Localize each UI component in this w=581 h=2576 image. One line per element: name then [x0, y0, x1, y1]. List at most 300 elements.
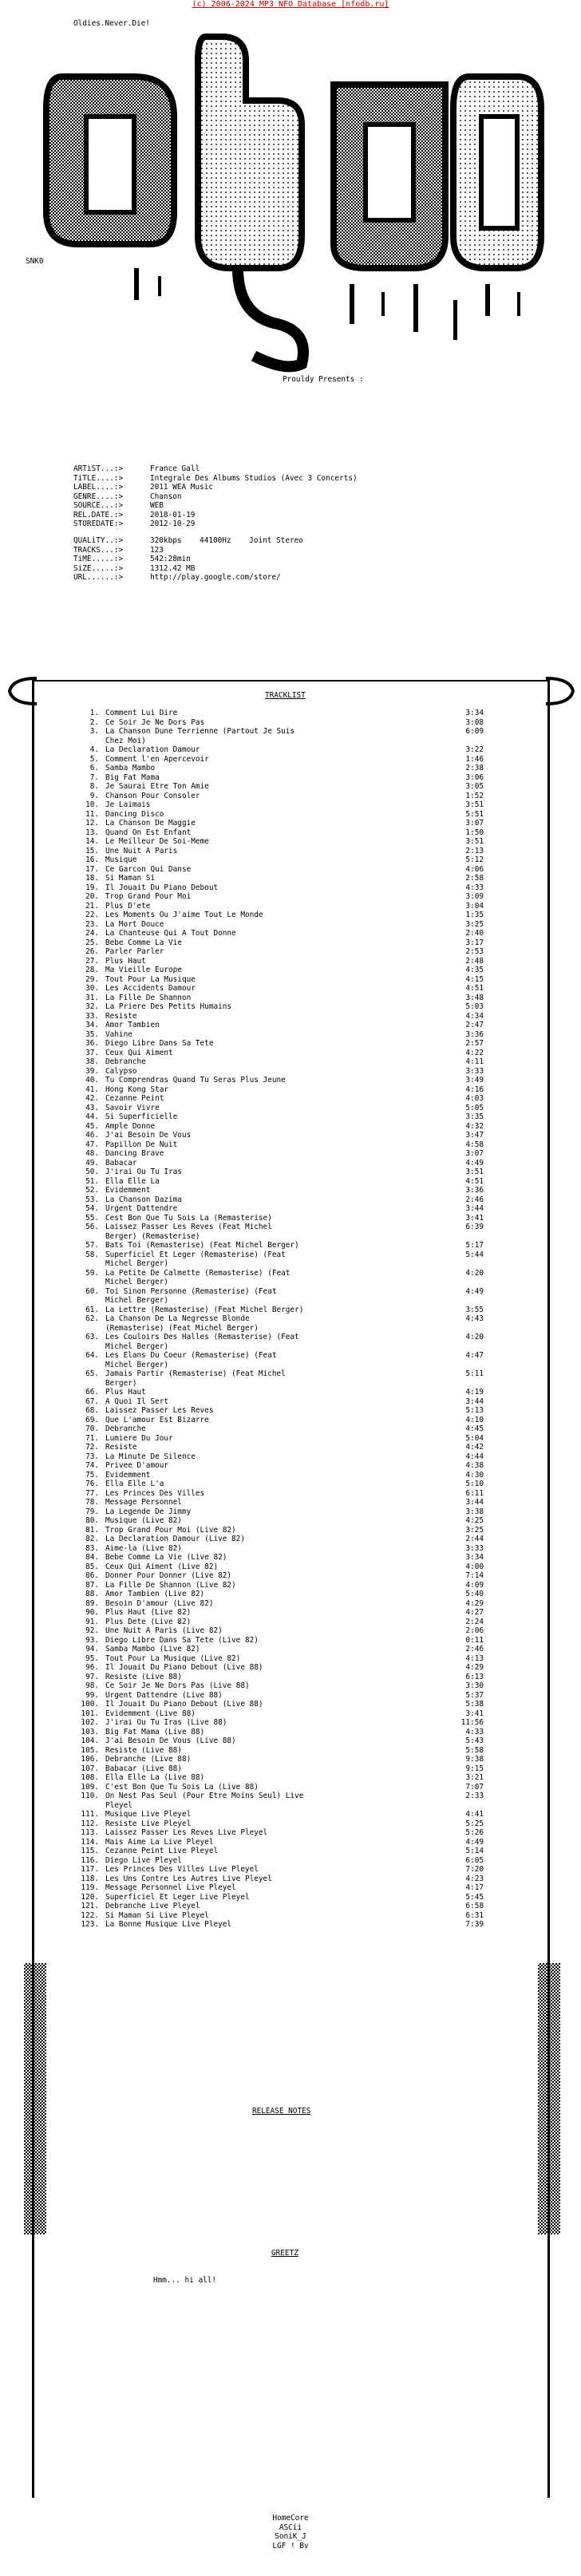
track-title: Il Jouait Du Piano Debout (Live 88): [105, 1663, 263, 1672]
track-title: La Mort Douce: [105, 919, 164, 929]
info-value: WEB: [150, 501, 164, 510]
track-number: 77.: [85, 1488, 99, 1498]
track-row: [73, 1801, 520, 1811]
track-duration: 4:35: [465, 966, 484, 974]
track-duration: 2:58: [465, 874, 484, 883]
track-title: Berger): [105, 1378, 137, 1388]
track-row: [73, 1049, 520, 1058]
track-row: [73, 1856, 520, 1866]
track-duration: 4:33: [465, 1727, 484, 1736]
track-title: Je Saurai Etre Ton Amie: [105, 782, 209, 791]
track-row: [73, 828, 520, 838]
track-number: 71.: [85, 1433, 99, 1443]
track-duration: 4:09: [465, 1580, 484, 1590]
track-row: [73, 1186, 520, 1195]
track-row: [73, 1920, 520, 1930]
credit-line: ASCii: [279, 2523, 302, 2532]
track-duration: 3:44: [465, 1498, 484, 1507]
section-title-tracklist: TRACKLIST: [265, 691, 306, 700]
track-duration: 6:09: [465, 727, 484, 736]
track-duration: 4:16: [465, 1085, 484, 1094]
track-duration: 3:34: [465, 1553, 484, 1562]
track-duration: 4:20: [465, 1333, 484, 1341]
track-row: [73, 1214, 520, 1223]
track-row: [73, 1351, 520, 1361]
track-title: Michel Berger): [105, 1278, 169, 1286]
track-number: 5.: [89, 754, 99, 764]
track-title: La Priere Des Petits Humains: [105, 1002, 232, 1011]
credits: [0, 2514, 581, 2550]
track-row: [73, 773, 520, 783]
track-row: [73, 1700, 520, 1709]
track-title: Laissez Passer Les Reves Live Pleyel: [105, 1828, 268, 1837]
track-number: 8.: [89, 782, 99, 791]
track-duration: 5:10: [465, 1480, 484, 1488]
track-duration: 3:33: [465, 1066, 484, 1076]
track-title: Cezanne Peint Live Pleyel: [105, 1847, 219, 1855]
info-label: LABEL....:>: [73, 483, 124, 492]
track-row: [73, 737, 520, 746]
track-number: 45.: [85, 1121, 99, 1131]
track-title: Dancing Disco: [105, 809, 164, 819]
track-title: Quand On Est Enfant: [105, 828, 192, 837]
track-duration: 5:43: [465, 1736, 484, 1745]
track-row: [73, 1002, 520, 1012]
site-link[interactable]: (c) 2006-2024 MP3 NFO Database [nfodb.ru]: [192, 0, 389, 9]
track-duration: 0:11: [465, 1635, 484, 1645]
track-title: Toi Sinon Personne (Remasterise) (Feat: [105, 1286, 277, 1296]
track-row: [73, 1452, 520, 1462]
track-row: [73, 745, 520, 755]
track-duration: 4:38: [465, 1461, 484, 1470]
track-duration: 5:58: [465, 1745, 484, 1755]
track-number: 47.: [85, 1140, 99, 1149]
track-duration: 4:27: [465, 1608, 484, 1617]
track-title: Cest Bon Que Tu Sois La (Remasterise): [105, 1213, 272, 1223]
track-title: Ella Elle La: [105, 1176, 160, 1186]
track-number: 70.: [85, 1424, 99, 1433]
track-number: 6.: [89, 764, 99, 772]
track-number: 39.: [85, 1066, 99, 1076]
track-number: 114.: [81, 1837, 99, 1847]
track-row: [73, 1369, 520, 1379]
track-title: Resiste (Live 88): [105, 1672, 182, 1681]
track-duration: 5:45: [465, 1892, 484, 1902]
track-row: [73, 1636, 520, 1646]
track-row: [73, 957, 520, 966]
track-duration: 7:39: [465, 1920, 484, 1929]
track-number: 86.: [85, 1571, 99, 1580]
track-number: 60.: [85, 1286, 99, 1296]
since-mark: SNK0: [26, 257, 44, 266]
track-row: [73, 1269, 520, 1278]
track-row: [73, 1728, 520, 1737]
track-row: [73, 1149, 520, 1159]
track-row: [73, 1241, 520, 1250]
track-row: [73, 1838, 520, 1847]
track-number: 115.: [81, 1847, 99, 1855]
track-number: 18.: [85, 874, 99, 883]
track-number: 61.: [85, 1305, 99, 1314]
info-row: [73, 483, 358, 492]
track-title: Plus Haut: [105, 1388, 146, 1397]
track-title: Les Elans Du Coeur (Remasterise) (Feat: [105, 1351, 277, 1360]
track-number: 123.: [81, 1920, 99, 1929]
track-duration: 3:21: [465, 1773, 484, 1782]
track-row: [73, 1416, 520, 1425]
track-number: 94.: [85, 1645, 99, 1653]
track-duration: 6:13: [465, 1672, 484, 1681]
track-duration: 7:07: [465, 1782, 484, 1792]
track-title: Samba Mambo: [105, 764, 156, 772]
track-row: [73, 1847, 520, 1856]
track-row: [73, 819, 520, 828]
track-duration: 6:11: [465, 1488, 484, 1498]
track-number: 67.: [85, 1397, 99, 1406]
track-number: 91.: [85, 1617, 99, 1626]
track-number: 36.: [85, 1039, 99, 1048]
track-number: 26.: [85, 947, 99, 956]
track-title: Michel Berger): [105, 1296, 169, 1305]
track-row: [73, 1764, 520, 1774]
track-title: La Chanson Dazima: [105, 1195, 182, 1204]
track-title: Plus Haut (Live 82): [105, 1608, 192, 1617]
track-title: Resiste: [105, 1443, 137, 1452]
section-title-release-notes: RELEASE NOTES: [252, 2107, 311, 2116]
track-number: 102.: [81, 1718, 99, 1727]
track-number: 73.: [85, 1452, 99, 1461]
track-duration: 2:46: [465, 1645, 484, 1653]
track-number: 96.: [85, 1663, 99, 1672]
track-number: 87.: [85, 1580, 99, 1590]
track-title: Bats Toi (Remasterise) (Feat Michel Berger): [105, 1241, 299, 1250]
track-title: Les Moments Ou J'aime Tout Le Monde: [105, 911, 263, 919]
track-duration: 4:30: [465, 1470, 484, 1480]
track-row: [73, 1516, 520, 1526]
track-title: Samba Mambo (Live 82): [105, 1645, 200, 1653]
track-title: La Petite De Calmette (Remasterise) (Feat: [105, 1268, 290, 1278]
track-row: [73, 911, 520, 920]
track-row: [73, 855, 520, 865]
track-duration: 5:14: [465, 1847, 484, 1855]
track-title: Ceux Qui Aiment (Live 82): [105, 1562, 219, 1571]
track-duration: 1:52: [465, 791, 484, 800]
track-number: 14.: [85, 837, 99, 846]
track-row: [73, 947, 520, 957]
track-title: Plus Dete (Live 82): [105, 1617, 192, 1626]
track-row: [73, 1654, 520, 1664]
info-label: GENRE....:>: [73, 492, 124, 501]
track-duration: 2:57: [465, 1039, 484, 1048]
track-duration: 9:38: [465, 1755, 484, 1764]
track-duration: 2:48: [465, 956, 484, 966]
track-row: [73, 847, 520, 856]
track-row: [73, 1379, 520, 1389]
credit-line: LGF ! Bv: [272, 2541, 309, 2550]
track-title: Chanson Pour Consoler: [105, 791, 200, 800]
track-number: 109.: [81, 1782, 99, 1792]
track-duration: 1:35: [465, 911, 484, 919]
track-duration: 5:11: [465, 1369, 484, 1378]
track-duration: 3:07: [465, 1149, 484, 1158]
track-row: [73, 1875, 520, 1884]
track-row: [73, 1663, 520, 1673]
track-number: 66.: [85, 1388, 99, 1397]
track-row: [73, 764, 520, 773]
track-duration: 5:25: [465, 1819, 484, 1828]
track-title: Amor Tambien: [105, 1021, 160, 1029]
track-row: [73, 1746, 520, 1756]
track-title: Il Jouait Du Piano Debout (Live 88): [105, 1700, 263, 1709]
track-row: [73, 1792, 520, 1801]
track-row: [73, 1865, 520, 1875]
track-title: Evidemment (Live 88): [105, 1709, 196, 1718]
tech-row: [73, 564, 303, 574]
track-title: Que L'amour Est Bizarre: [105, 1415, 209, 1424]
track-title: Ceux Qui Aiment: [105, 1048, 173, 1057]
track-title: Aime-la (Live 82): [105, 1543, 182, 1553]
track-duration: 5:37: [465, 1690, 484, 1700]
track-number: 1.: [89, 709, 99, 717]
track-number: 72.: [85, 1443, 99, 1452]
track-title: Debranche: [105, 1424, 146, 1433]
track-row: [73, 994, 520, 1003]
track-row: [73, 782, 520, 792]
track-title: Ce Garcon Qui Danse: [105, 864, 192, 874]
track-row: [73, 1571, 520, 1581]
track-row: [73, 1076, 520, 1085]
track-number: 92.: [85, 1626, 99, 1635]
track-row: [73, 1131, 520, 1140]
tech-value: 542:28min: [150, 555, 191, 563]
track-title: La Chanson De Maggie: [105, 819, 196, 828]
track-duration: 2:33: [465, 1792, 484, 1800]
track-title: Michel Berger): [105, 1360, 169, 1369]
track-row: [73, 1626, 520, 1636]
credit-line: SoniK_J: [275, 2532, 306, 2541]
track-row: [73, 1250, 520, 1260]
track-number: 29.: [85, 974, 99, 984]
track-number: 11.: [85, 809, 99, 819]
track-number: 35.: [85, 1029, 99, 1039]
tech-value: 320kbps 44100Hz Joint Stereo: [150, 536, 303, 545]
track-number: 15.: [85, 846, 99, 855]
technical-info: [73, 536, 303, 583]
track-number: 68.: [85, 1406, 99, 1415]
track-duration: 3:51: [465, 1167, 484, 1176]
track-title: Papillon De Nuit: [105, 1140, 178, 1149]
track-row: [73, 938, 520, 948]
track-row: [73, 1085, 520, 1095]
track-number: 65.: [85, 1369, 99, 1378]
track-number: 105.: [81, 1745, 99, 1755]
track-duration: 3:08: [465, 717, 484, 727]
track-duration: 4:43: [465, 1314, 484, 1323]
track-row: [73, 1324, 520, 1333]
track-duration: 3:05: [465, 782, 484, 791]
track-row: [73, 1259, 520, 1269]
track-row: [73, 1535, 520, 1544]
track-row: [73, 1773, 520, 1783]
track-title: Ce Soir Je Ne Dors Pas (Live 88): [105, 1681, 250, 1690]
track-duration: 4:22: [465, 1048, 484, 1057]
info-label: SOURCE...:>: [73, 501, 124, 510]
track-number: 106.: [81, 1755, 99, 1764]
track-row: [73, 883, 520, 893]
track-row: [73, 1278, 520, 1287]
info-label: REL.DATE.:>: [73, 510, 124, 520]
track-number: 76.: [85, 1480, 99, 1488]
track-duration: 6:58: [465, 1902, 484, 1910]
info-value: France Gall: [150, 464, 200, 473]
track-number: 54.: [85, 1204, 99, 1213]
track-title: Si Maman Si Live Pleyel: [105, 1910, 209, 1920]
track-row: [73, 1021, 520, 1030]
track-row: [73, 920, 520, 930]
track-title: Michel Berger): [105, 1341, 169, 1351]
track-row: [73, 1167, 520, 1177]
track-title: Si Maman Si: [105, 874, 156, 883]
track-row: [73, 1590, 520, 1599]
track-title: Musique (Live 82): [105, 1516, 182, 1525]
track-title: Calypso: [105, 1066, 137, 1076]
track-number: 107.: [81, 1764, 99, 1773]
track-duration: 3:36: [465, 1186, 484, 1195]
track-number: 79.: [85, 1507, 99, 1516]
track-row: [73, 1104, 520, 1113]
track-duration: 5:26: [465, 1828, 484, 1837]
track-title: Les Couloirs Des Halles (Remasterise) (Feat: [105, 1333, 299, 1341]
track-title: Vahine: [105, 1029, 132, 1039]
track-title: La Declaration Damour (Live 82): [105, 1535, 245, 1543]
proudly-presents: Prouldy Presents :: [283, 375, 364, 384]
track-row: [73, 1067, 520, 1077]
track-title: J'ai Besoin De Vous (Live 88): [105, 1736, 236, 1745]
track-number: 85.: [85, 1562, 99, 1571]
track-row: [73, 1755, 520, 1764]
track-row: [73, 709, 520, 718]
track-number: 22.: [85, 911, 99, 919]
track-duration: 3:55: [465, 1305, 484, 1314]
track-title: Evidemment: [105, 1470, 151, 1480]
track-row: [73, 1159, 520, 1168]
track-row: [73, 1461, 520, 1471]
track-row: [73, 1471, 520, 1480]
track-row: [73, 1223, 520, 1232]
track-number: 13.: [85, 828, 99, 837]
track-title: Si Superficielle: [105, 1112, 178, 1121]
track-title: Superficiel Et Leger Live Pleyel: [105, 1892, 250, 1902]
track-duration: 4:34: [465, 1011, 484, 1021]
track-number: 31.: [85, 993, 99, 1002]
track-title: La Lettre (Remasterise) (Feat Michel Berger): [105, 1305, 304, 1314]
track-row: [73, 1434, 520, 1444]
track-number: 89.: [85, 1598, 99, 1608]
track-number: 41.: [85, 1085, 99, 1094]
track-duration: 3:09: [465, 892, 484, 901]
track-row: [73, 1057, 520, 1067]
release-info: [73, 464, 358, 529]
track-title: Les Accidents Damour: [105, 984, 196, 993]
track-title: Ella Elle La (Live 88): [105, 1773, 205, 1782]
track-number: 64.: [85, 1351, 99, 1360]
greetz-text: Hmm... hi all!: [153, 2276, 217, 2285]
track-title: Babacar: [105, 1158, 137, 1167]
track-title: Bebe Comme La Vie (Live 82): [105, 1553, 227, 1562]
track-title: Tout Pour La Musique (Live 82): [105, 1653, 241, 1663]
track-title: La Chanson Dune Terrienne (Partout Je Suis: [105, 727, 295, 736]
track-number: 2.: [89, 717, 99, 727]
track-number: 34.: [85, 1021, 99, 1029]
track-duration: 4:03: [465, 1094, 484, 1103]
info-value: 2011 WEA Music: [150, 483, 214, 492]
track-duration: 2:53: [465, 947, 484, 956]
frame-top: [32, 680, 550, 682]
track-row: [73, 1736, 520, 1746]
track-duration: 3:33: [465, 1543, 484, 1553]
track-duration: 5:13: [465, 1406, 484, 1415]
track-title: La Legende De Jimmy: [105, 1507, 192, 1516]
track-number: 59.: [85, 1268, 99, 1278]
track-row: [73, 1397, 520, 1407]
track-row: [73, 1122, 520, 1132]
track-row: [73, 1306, 520, 1315]
track-number: 95.: [85, 1653, 99, 1663]
track-title: La Fille De Shannon: [105, 993, 192, 1002]
track-duration: 3:51: [465, 837, 484, 846]
track-row: [73, 1333, 520, 1342]
track-row: [73, 1618, 520, 1627]
info-label: TiTLE....:>: [73, 473, 124, 483]
track-duration: 3:48: [465, 993, 484, 1002]
track-title: J'ai Besoin De Vous: [105, 1131, 192, 1140]
greetz-frame-left: [32, 2234, 34, 2498]
track-row: [73, 1296, 520, 1306]
tagline: Oldies.Never.Die!: [73, 19, 150, 28]
track-row: [73, 1673, 520, 1682]
track-duration: 4:51: [465, 1176, 484, 1186]
track-title: Diego Libre Dans Sa Tete: [105, 1039, 214, 1048]
track-duration: 3:47: [465, 1131, 484, 1140]
track-row: [73, 1406, 520, 1416]
tech-label: SiZE.....:>: [73, 563, 124, 573]
section-title-greetz: GREETZ: [271, 2249, 298, 2258]
track-title: Superficiel Et Leger (Remasterise) (Feat: [105, 1250, 286, 1259]
track-number: 48.: [85, 1149, 99, 1158]
greetz-frame-right: [547, 2234, 550, 2498]
tech-row: [73, 536, 303, 546]
track-title: Big Fat Mama (Live 88): [105, 1727, 205, 1736]
track-number: 84.: [85, 1553, 99, 1562]
track-title: Les Uns Contre Les Autres Live Pleyel: [105, 1874, 272, 1883]
track-number: 100.: [81, 1700, 99, 1709]
track-title: Message Personnel Live Pleyel: [105, 1883, 236, 1892]
track-title: Diego Live Pleyel: [105, 1855, 182, 1865]
frame-ornament-left: [5, 675, 40, 707]
track-row: [73, 1883, 520, 1893]
track-number: 33.: [85, 1011, 99, 1021]
track-number: 49.: [85, 1158, 99, 1167]
track-title: La Fille De Shannon (Live 82): [105, 1580, 236, 1590]
track-duration: 3:41: [465, 1213, 484, 1223]
info-value: Integrale Des Albums Studios (Avec 3 Concerts): [150, 473, 358, 483]
track-number: 80.: [85, 1516, 99, 1525]
track-title: Berger) (Remasterise): [105, 1231, 200, 1241]
track-title: Les Princes Des Villes: [105, 1488, 205, 1498]
track-row: [73, 1361, 520, 1370]
track-title: Diego Libre Dans Sa Tete (Live 82): [105, 1635, 259, 1645]
track-title: Resiste: [105, 1011, 137, 1021]
